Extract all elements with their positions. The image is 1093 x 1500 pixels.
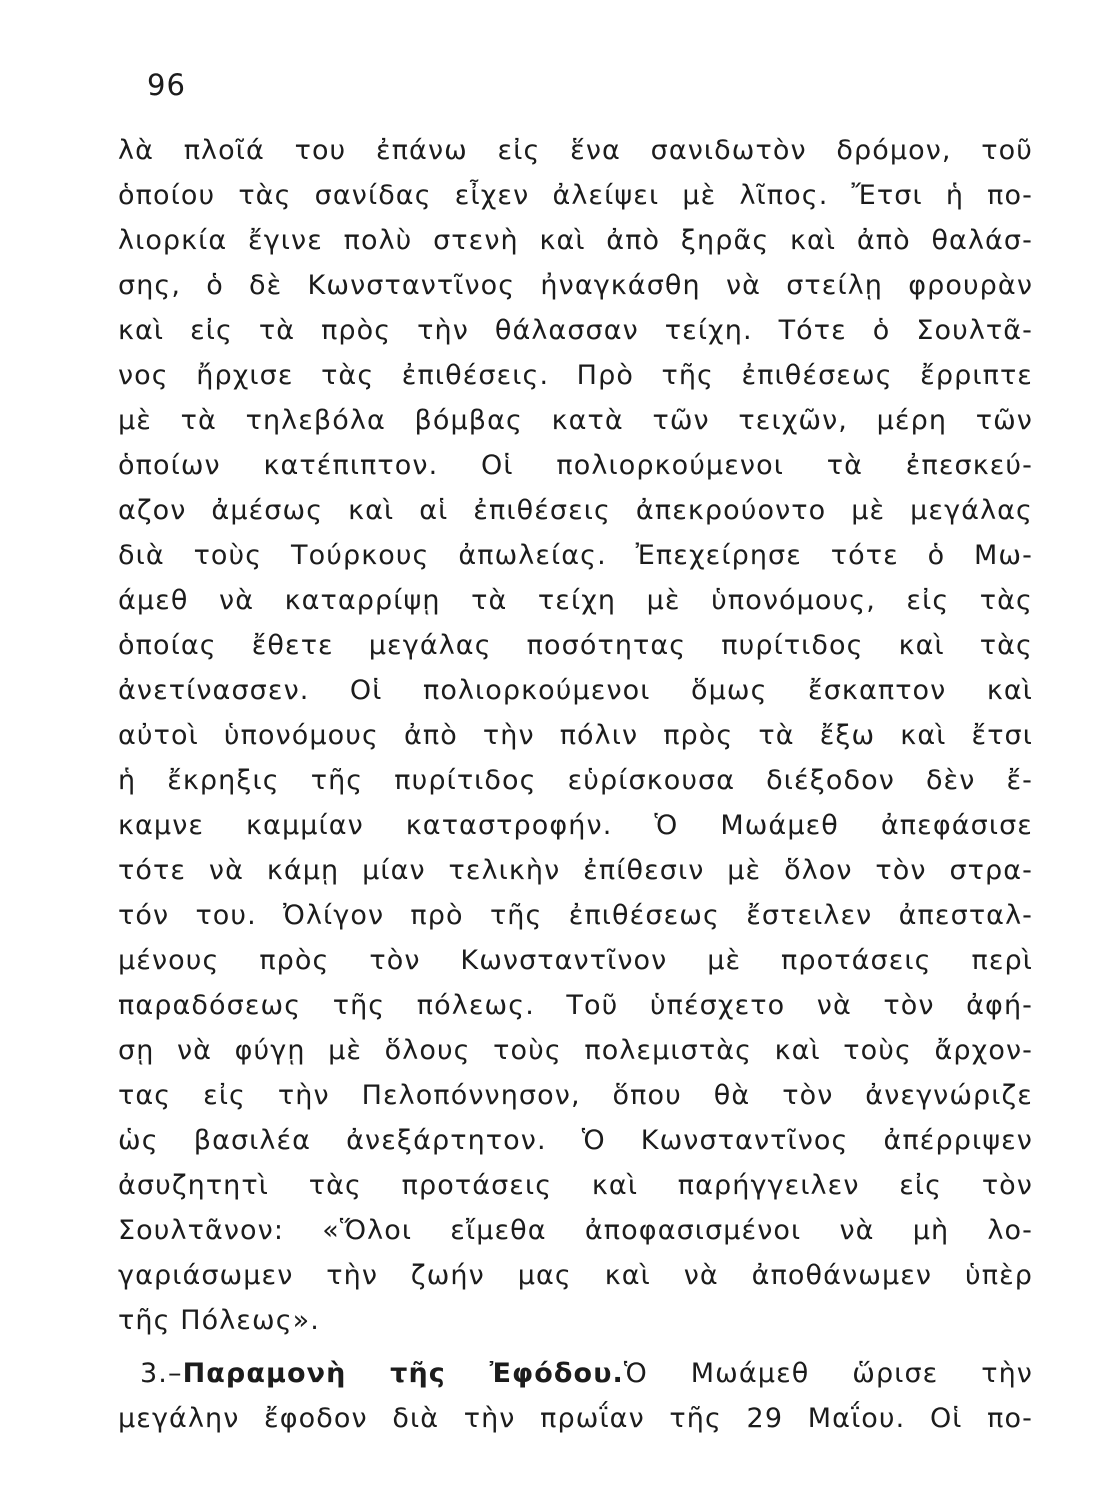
text-line: τόν του. Ὀλίγον πρὸ τῆς ἐπιθέσεως ἔστειλεν ἀπεσταλ-	[118, 900, 1033, 931]
text-line: νος ἤρχισε τὰς ἐπιθέσεις. Πρὸ τῆς ἐπιθέσεως ἔρριπτε	[118, 360, 1033, 391]
text-line: γαριάσωμεν τὴν ζωήν μας καὶ νὰ ἀποθάνωμεν ὑπὲρ	[118, 1260, 1033, 1291]
text-line: καμνε καμμίαν καταστροφήν. Ὁ Μωάμεθ ἀπεφάσισε	[118, 810, 1033, 841]
text-line: σης, ὁ δὲ Κωνσταντῖνος ἠναγκάσθη νὰ στείλῃ φρουρὰν	[118, 270, 1033, 301]
text-line: ὁποίου τὰς σανίδας εἶχεν ἀλείψει μὲ λῖπος. Ἔτσι ἡ πο-	[118, 180, 1033, 211]
text-line: αὐτοὶ ὑπονόμους ἀπὸ τὴν πόλιν πρὸς τὰ ἔξω καὶ ἔτσι	[118, 720, 1033, 751]
text-line: μεγάλην ἔφοδον διὰ τὴν πρωΐαν τῆς 29 Μαΐου. Οἱ πο-	[118, 1403, 1033, 1434]
text-line: τας εἰς τὴν Πελοπόννησον, ὅπου θὰ τὸν ἀνεγνώριζε	[118, 1080, 1033, 1111]
text-line: ἡ ἔκρηξις τῆς πυρίτιδος εὑρίσκουσα διέξοδον δὲν ἔ-	[118, 765, 1033, 796]
text-line: λιορκία ἔγινε πολὺ στενὴ καὶ ἀπὸ ξηρᾶς καὶ ἀπὸ θαλάσ-	[118, 225, 1033, 256]
text-line: διὰ τοὺς Τούρκους ἀπωλείας. Ἐπεχείρησε τότε ὁ Μω-	[118, 540, 1033, 571]
section-heading-line	[118, 1351, 1033, 1396]
text-line: ἀσυζητητὶ τὰς προτάσεις καὶ παρήγγειλεν εἰς τὸν	[118, 1170, 1033, 1201]
text-line: καὶ εἰς τὰ πρὸς τὴν θάλασσαν τείχη. Τότε ὁ Σουλτᾶ-	[118, 315, 1033, 346]
text-line: μὲ τὰ τηλεβόλα βόμβας κατὰ τῶν τειχῶν, μέρη τῶν	[118, 405, 1033, 436]
text-line: Σουλτᾶνον: «Ὅλοι εἴμεθα ἀποφασισμένοι νὰ μὴ λο-	[118, 1215, 1033, 1246]
text-line: ὡς βασιλέα ἀνεξάρτητον. Ὁ Κωνσταντῖνος ἀπέρριψεν	[118, 1125, 1033, 1156]
text-line: τῆς Πόλεως».	[118, 1305, 320, 1336]
text-line: λὰ πλοῖά του ἐπάνω εἰς ἕνα σανιδωτὸν δρόμον, τοῦ	[118, 135, 1033, 166]
section-number: 3.–	[140, 1358, 183, 1389]
text-line: σῃ νὰ φύγῃ μὲ ὅλους τοὺς πολεμιστὰς καὶ τοὺς ἄρχον-	[118, 1035, 1033, 1066]
text-line: ἀνετίνασσεν. Οἱ πολιορκούμενοι ὅμως ἔσκαπτον καὶ	[118, 675, 1033, 706]
text-line: παραδόσεως τῆς πόλεως. Τοῦ ὑπέσχετο νὰ τὸν ἀφή-	[118, 990, 1033, 1021]
text-line: αζον ἀμέσως καὶ αἱ ἐπιθέσεις ἀπεκρούοντο μὲ μεγάλας	[118, 495, 1033, 526]
section-text-start: Ὁ Μωάμεθ ὥρισε τὴν	[623, 1358, 1033, 1389]
text-line: μένους πρὸς τὸν Κωνσταντῖνον μὲ προτάσεις περὶ	[118, 945, 1033, 976]
text-line: ὁποίας ἔθετε μεγάλας ποσότητας πυρίτιδος καὶ τὰς	[118, 630, 1033, 661]
text-line: ὁποίων κατέπιπτον. Οἱ πολιορκούμενοι τὰ ἐπεσκεύ-	[118, 450, 1033, 481]
section-title: Παραμονὴ τῆς Ἐφόδου.	[182, 1358, 624, 1389]
text-line: άμεθ νὰ καταρρίψῃ τὰ τείχη μὲ ὑπονόμους, εἰς τὰς	[118, 585, 1033, 616]
text-line: τότε νὰ κάμῃ μίαν τελικὴν ἐπίθεσιν μὲ ὅλον τὸν στρα-	[118, 855, 1033, 886]
page-number: 96	[147, 68, 186, 102]
body-text	[118, 128, 1033, 1441]
